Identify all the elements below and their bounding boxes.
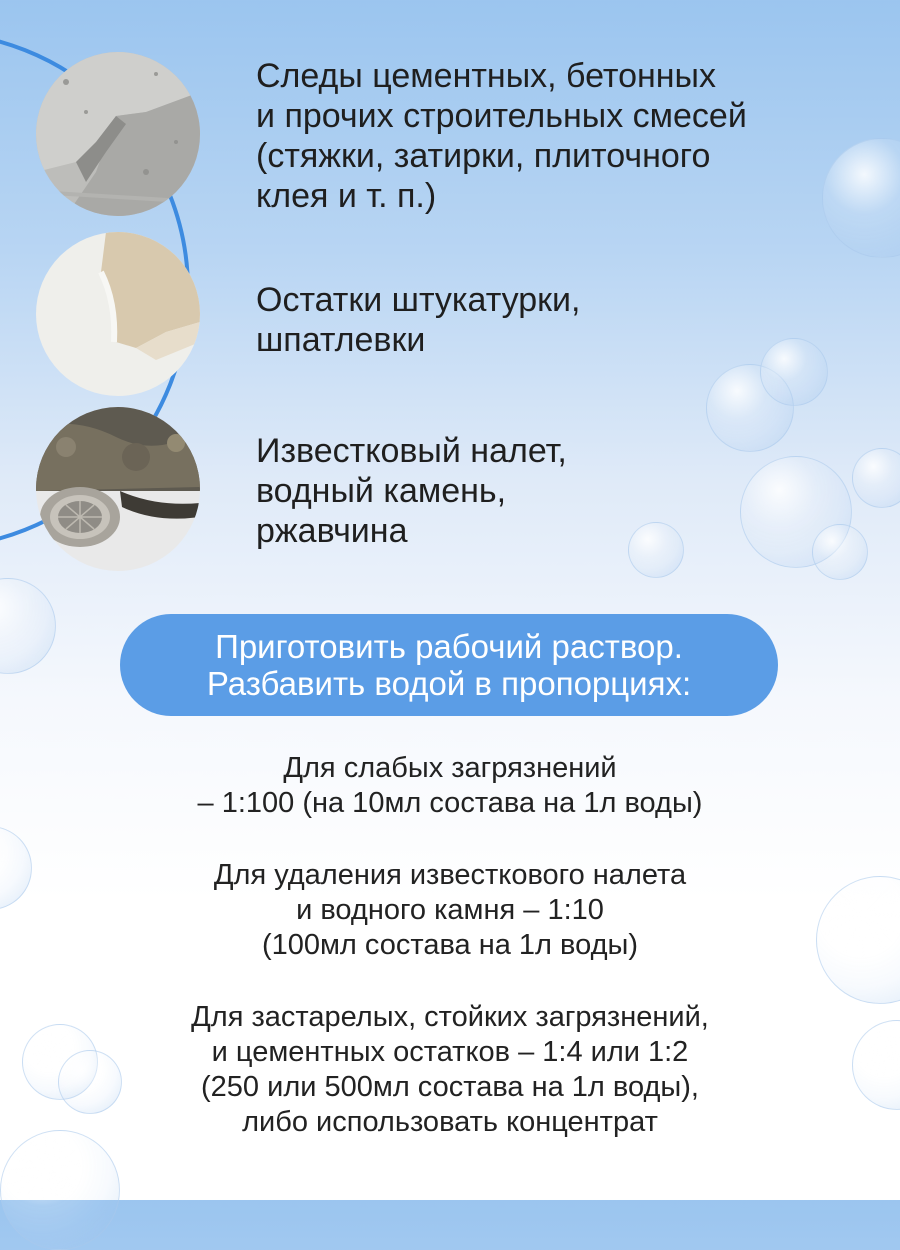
bubble-decoration [816, 876, 900, 1004]
plaster-photo-icon [36, 232, 200, 396]
concrete-photo-icon [36, 52, 200, 216]
bubble-decoration [0, 578, 56, 674]
bubble-decoration [852, 448, 900, 508]
instruction-banner: Приготовить рабочий раствор. Разбавить водой в пропорциях: [120, 614, 778, 716]
item-text-limescale: Известковый налет, водный камень, ржавчина [256, 432, 567, 550]
item-text-concrete: Следы цементных, бетонных и прочих строительных смесей (стяжки, затирки, плиточного клея и т. п.) [256, 57, 747, 215]
proportion-stubborn: Для застарелых, стойких загрязнений, и цементных остатков – 1:4 или 1:2 (250 или 500мл состава на 1л воды), либо использовать концентрат [191, 1001, 709, 1138]
bubble-decoration [0, 1130, 120, 1250]
item-text-plaster: Остатки штукатурки, шпатлевки [256, 281, 581, 359]
proportion-weak: Для слабых загрязнений – 1:100 (на 10мл состава на 1л воды) [197, 752, 703, 819]
limescale-faucet-photo-icon [36, 407, 200, 571]
bubble-decoration [852, 1020, 900, 1110]
proportion-limescale: Для удаления известкового налета и водного камня – 1:10 (100мл состава на 1л воды) [213, 859, 687, 961]
bubble-decoration [0, 826, 32, 910]
